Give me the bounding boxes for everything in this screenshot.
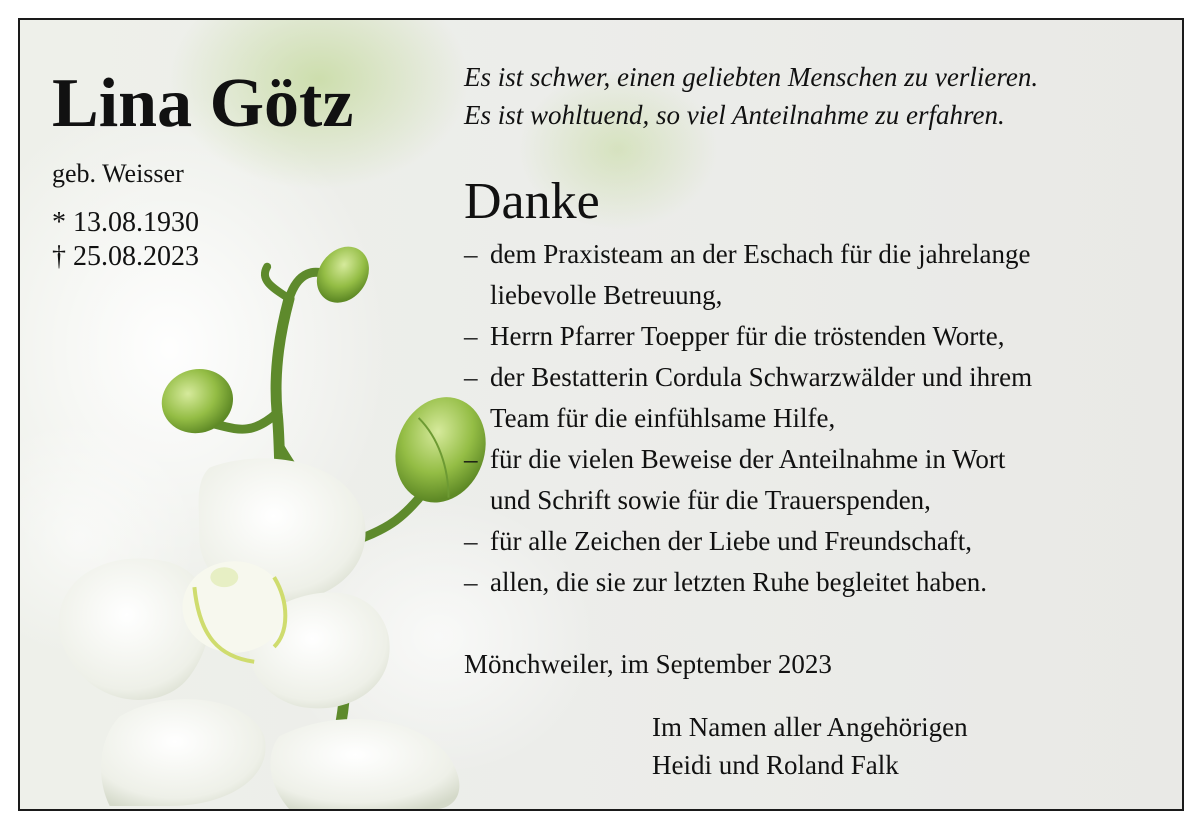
dash: – [464, 526, 478, 556]
birth-name: geb. Weisser [52, 159, 184, 188]
list-item-line: Team für die einfühlsame Hilfe, [490, 403, 836, 433]
thanks-heading: Danke [464, 173, 600, 230]
list-item-line: der Bestatterin Cordula Schwarzwälder und ihrem [490, 362, 1033, 392]
place-date: Mönchweiler, im September 2023 [464, 649, 832, 679]
list-item [464, 521, 1032, 562]
life-dates [52, 206, 199, 274]
quote-line: Es ist schwer, einen geliebten Menschen zu verlieren. [464, 62, 1039, 92]
list-item-line: für die vielen Beweise der Anteilnahme in Wort [490, 444, 1006, 474]
death-date: † 25.08.2023 [52, 241, 199, 272]
thanks-list [464, 234, 1032, 603]
list-item-line: und Schrift sowie für die Trauerspenden, [490, 485, 931, 515]
dash: – [464, 567, 478, 597]
list-item-line: dem Praxisteam an der Eschach für die jahrelange [490, 239, 1031, 269]
obituary-card [18, 18, 1184, 811]
dash: – [464, 444, 478, 474]
list-item [464, 562, 1032, 603]
list-item-line: für alle Zeichen der Liebe und Freundschaft, [490, 526, 973, 556]
dash: – [464, 239, 478, 269]
list-item [464, 439, 1032, 521]
quote-line: Es ist wohltuend, so viel Anteilnahme zu erfahren. [464, 100, 1005, 130]
signature-line: Im Namen aller Angehörigen [652, 712, 968, 742]
list-item-line: Herrn Pfarrer Toepper für die tröstenden Worte, [490, 321, 1005, 351]
list-item [464, 357, 1032, 439]
dash: – [464, 362, 478, 392]
quote [464, 58, 1038, 134]
signature [652, 708, 968, 784]
list-item [464, 316, 1032, 357]
list-item-line: allen, die sie zur letzten Ruhe begleitet haben. [490, 567, 988, 597]
list-item-line: liebevolle Betreuung, [490, 280, 723, 310]
birth-date: * 13.08.1930 [52, 207, 199, 238]
list-item [464, 234, 1032, 316]
signature-names: Heidi und Roland Falk [652, 750, 899, 780]
dash: – [464, 321, 478, 351]
deceased-name: Lina Götz [52, 65, 354, 142]
